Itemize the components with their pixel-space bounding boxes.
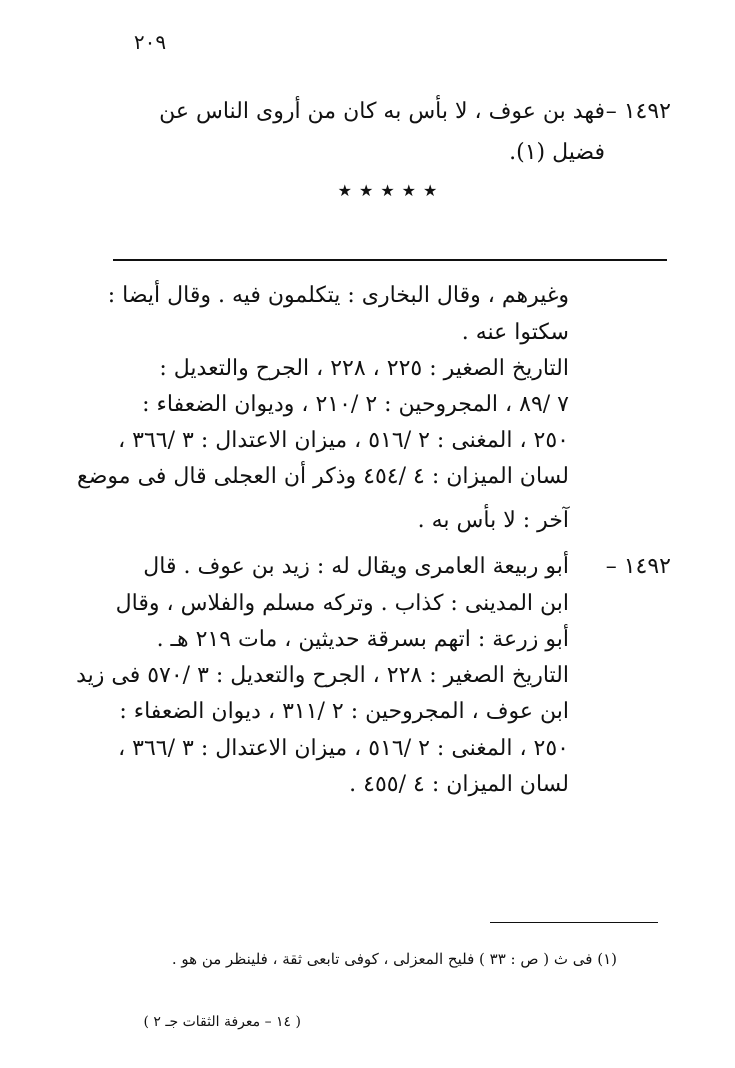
note-line: التاريخ الصغير : ٢٢٥ ، ٢٢٨ ، الجرح والتعديل : xyxy=(159,356,569,381)
note-line: ٢٥٠ ، المغنى : ٢ /٥١٦ ، ميزان الاعتدال : ٣ /٣٦٦ ، xyxy=(118,428,569,453)
signature-line: ( ١٤ – معرفة الثقات جـ ٢ ) xyxy=(143,1014,301,1030)
footnote: (١) فى ث ( ص : ٣٣ ) فليح المعزلى ، كوفى تابعى ثقة ، فلينظر من هو . xyxy=(171,950,617,968)
note-entry-number: ١٤٩٢ – xyxy=(605,554,671,579)
note-line: ابن عوف ، المجروحين : ٢ /٣١١ ، ديوان الضعفاء : xyxy=(119,699,569,724)
entry-text-line: فهد بن عوف ، لا بأس به كان من أروى الناس عن xyxy=(159,99,605,124)
page-number: ٢٠٩ xyxy=(133,30,167,54)
note-line: ٢٥٠ ، المغنى : ٢ /٥١٦ ، ميزان الاعتدال : ٣ /٣٦٦ ، xyxy=(118,736,569,761)
note-line: أبو ربيعة العامرى ويقال له : زيد بن عوف . قال xyxy=(143,554,569,579)
note-line: لسان الميزان : ٤ /٤٥٤ وذكر أن العجلى قال فى موضع xyxy=(77,464,569,489)
notes-divider xyxy=(113,259,667,261)
entry-number: ١٤٩٢ – xyxy=(605,99,671,124)
note-line: وغيرهم ، وقال البخارى : يتكلمون فيه . وقال أيضا : xyxy=(107,283,569,308)
note-line: سكتوا عنه . xyxy=(461,320,569,345)
note-line: التاريخ الصغير : ٢٢٨ ، الجرح والتعديل : ٣ /٥٧٠ فى زيد xyxy=(76,663,569,688)
note-line: لسان الميزان : ٤ /٤٥٥ . xyxy=(349,772,569,797)
note-line: آخر : لا بأس به . xyxy=(417,508,569,533)
note-line: أبو زرعة : اتهم بسرقة حديثين ، مات ٢١٩ هـ . xyxy=(156,627,569,652)
footnote-divider xyxy=(490,922,658,923)
note-line: ٧ /٨٩ ، المجروحين : ٢ /٢١٠ ، وديوان الضعفاء : xyxy=(142,392,569,417)
entry-text-line: فضيل (١). xyxy=(509,140,605,165)
note-line: ابن المدينى : كذاب . وتركه مسلم والفلاس ، وقال xyxy=(115,591,569,616)
separator-stars: ★★★★★ xyxy=(337,181,445,200)
